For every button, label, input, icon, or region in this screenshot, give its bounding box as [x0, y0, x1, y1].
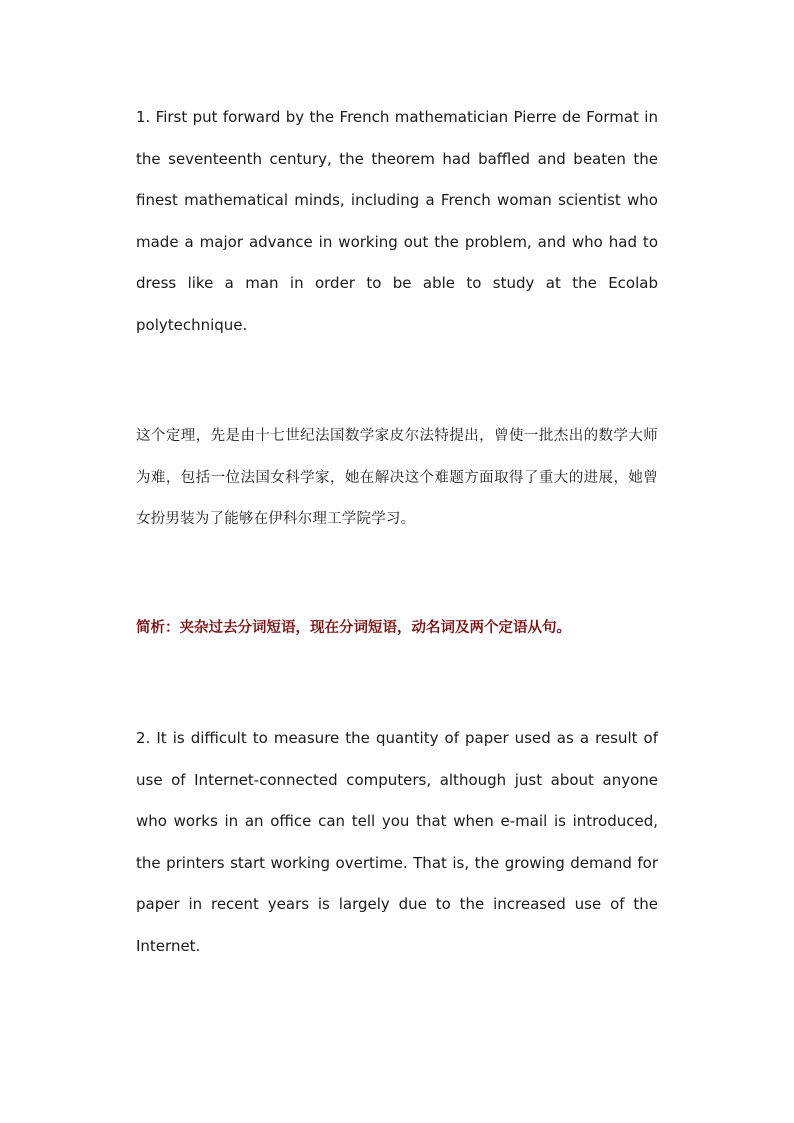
english-paragraph-1: 1. First put forward by the French mathematician Pierre de Format in the seventeenth century, the theorem had baffled and beaten the finest mathematical minds, including a French woman scientist who made a major advance in working out the problem, and who had to dress like a man in order to be able to study at the Ecolab polytechnique.: [136, 108, 658, 334]
chinese-translation-1: 这个定理，先是由十七世纪法国数学家皮尔法特提出，曾使一批杰出的数学大师为难，包括一位法国女科学家，她在解决这个难题方面取得了重大的进展，她曾女扮男装为了能够在伊科尔理工学院学习。: [136, 428, 658, 527]
analysis-note-1: 简析：夹杂过去分词短语，现在分词短语，动名词及两个定语从句。: [136, 620, 571, 636]
english-paragraph-2: 2. It is difficult to measure the quantity of paper used as a result of use of Internet-connected computers, although just about anyone who works in an office can tell you that when e-mail is introduced, the printers start working overtime. That is, the growing demand for paper in recent years is largely due to the increased use of the Internet.: [136, 729, 658, 955]
